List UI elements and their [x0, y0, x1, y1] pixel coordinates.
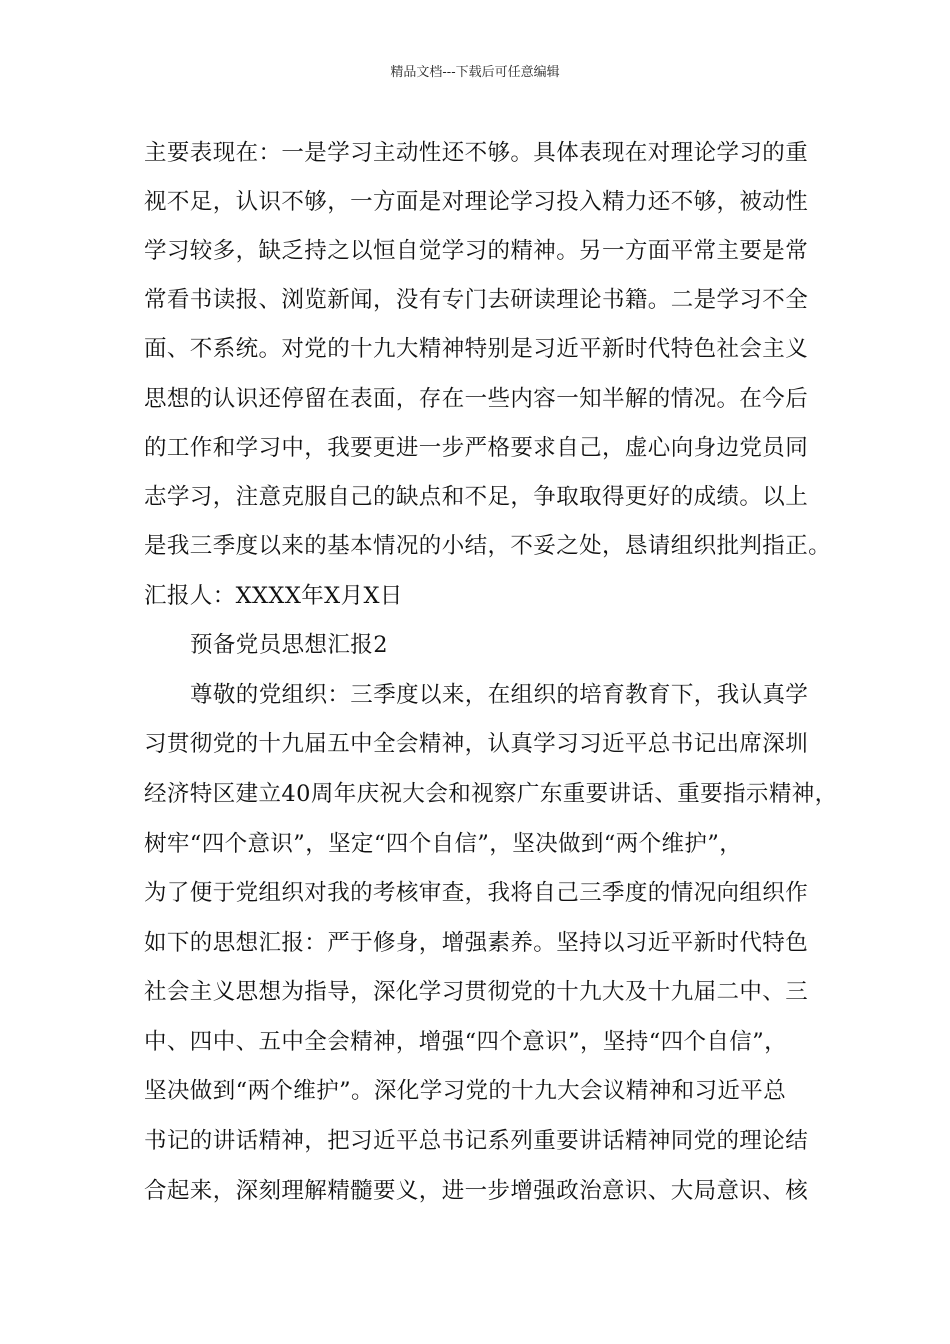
text-line: 习贯彻党的十九届五中全会精神，认真学习习近平总书记出席深圳	[144, 731, 809, 757]
text-line: 面、不系统。对党的十九大精神特别是习近平新时代特色社会主义	[144, 336, 809, 362]
text-line: 书记的讲话精神，把习近平总书记系列重要讲话精神同党的理论结	[144, 1128, 809, 1154]
page-header: 精品文档---下载后可任意编辑	[390, 65, 560, 80]
text-line: 经济特区建立40周年庆祝大会和视察广东重要讲话、重要指示精神，	[144, 781, 838, 807]
text-line: 如下的思想汇报：严于修身，增强素养。坚持以习近平新时代特色	[144, 930, 809, 956]
text-line: 思想的认识还停留在表面，存在一些内容一知半解的情况。在今后	[144, 386, 809, 412]
text-line: 主要表现在：一是学习主动性还不够。具体表现在对理论学习的重	[144, 140, 809, 166]
text-line: 是我三季度以来的基本情况的小结，不妥之处，恳请组织批判指正。	[144, 533, 832, 559]
text-line: 社会主义思想为指导，深化学习贯彻党的十九大及十九届二中、三	[144, 979, 809, 1005]
text-line: 为了便于党组织对我的考核审查，我将自己三季度的情况向组织作	[144, 880, 809, 906]
section-title: 预备党员思想汇报2	[190, 632, 388, 658]
text-line: 常看书读报、浏览新闻，没有专门去研读理论书籍。二是学习不全	[144, 287, 809, 313]
text-line: 视不足，认识不够，一方面是对理论学习投入精力还不够，被动性	[144, 189, 809, 215]
text-line: 志学习，注意克服自己的缺点和不足，争取取得更好的成绩。以上	[144, 484, 809, 510]
text-line: 汇报人：XXXX年X月X日	[144, 583, 403, 609]
text-line: 中、四中、五中全会精神，增强“四个意识”，坚持“四个自信”，	[144, 1029, 788, 1055]
text-line: 树牢“四个意识”，坚定“四个自信”，坚决做到“两个维护”，	[144, 831, 743, 857]
text-line: 合起来，深刻理解精髓要义，进一步增强政治意识、大局意识、核	[144, 1178, 809, 1204]
text-line: 坚决做到“两个维护”。深化学习党的十九大会议精神和习近平总	[144, 1078, 787, 1104]
text-line: 尊敬的党组织：三季度以来，在组织的培育教育下，我认真学	[190, 682, 809, 708]
text-line: 的工作和学习中，我要更进一步严格要求自己，虚心向身边党员同	[144, 435, 809, 461]
text-line: 学习较多，缺乏持之以恒自觉学习的精神。另一方面平常主要是常	[144, 238, 809, 264]
